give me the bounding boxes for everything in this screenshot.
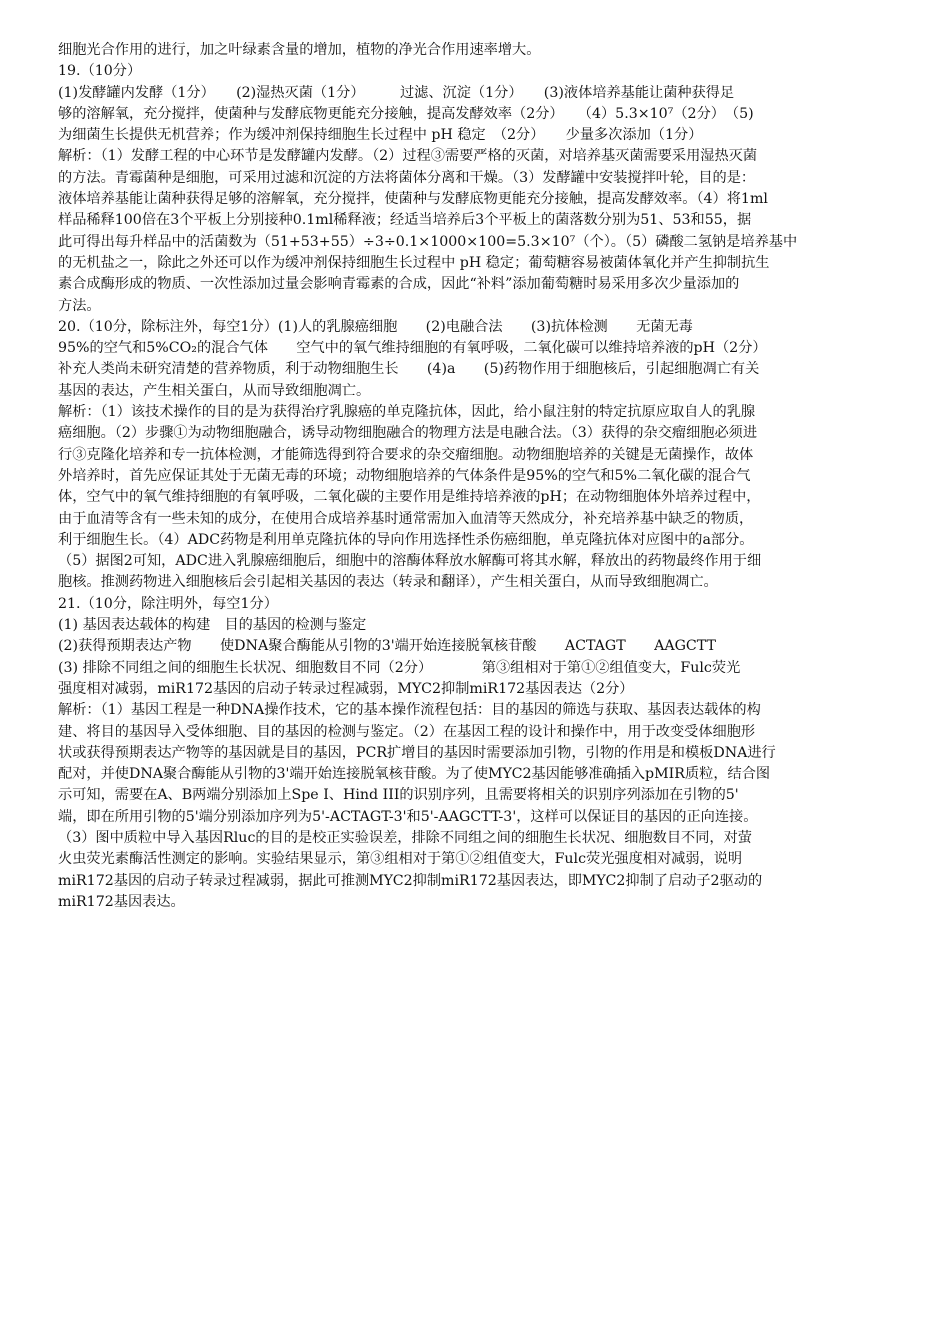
analysis-line: 状或获得预期表达产物等的基因就是目的基因，PCR扩增目的基因时需要添加引物，引物的作用是和模板DNA进行 [58,744,776,761]
analysis-line: 解析：（1）发酵工程的中心环节是发酵罐内发酵。（2）过程③需要严格的灭菌，对培养基灭菌需要采用湿热灭菌 [58,148,758,165]
text-line: (3) 排除不同组之间的细胞生长状况、细胞数目不同（2分） 第③组相对于第①②组值变大，Fulc荧光 [58,659,741,676]
text-line: 补充人类尚未研究清楚的营养物质，利于动物细胞生长 (4)a (5)药物作用于细胞核后，引起细胞凋亡有关 [58,361,760,378]
analysis-line: 解析：（1）该技术操作的目的是为获得治疗乳腺癌的单克隆抗体，因此，给小鼠注射的特定抗原应取自人的乳腺 [58,404,756,421]
analysis-line: （5）据图2可知，ADC进入乳腺癌细胞后，细胞中的溶酶体释放水解酶可将其水解，释放出的药物最终作用于细 [58,553,762,570]
analysis-line: 的无机盐之一，除此之外还可以作为缓冲剂保持细胞生长过程中 pH 稳定；葡萄糖容易被菌体氧化并产生抑制抗生 [58,254,770,271]
analysis-line: 素合成酶形成的物质、一次性添加过量会影响青霉素的合成，因此“补料”添加葡萄糖时易采用多次少量添加的 [58,276,740,293]
analysis-line: 利于细胞生长。（4）ADC药物是利用单克隆抗体的导向作用选择性杀伤癌细胞，单克隆抗体对应图中的a部分。 [58,531,754,548]
analysis-line: 的方法。青霉菌种是细胞，可采用过滤和沉淀的方法将菌体分离和干燥。（3）发酵罐中安装搅拌叶轮，目的是： [58,169,756,186]
analysis-line: 癌细胞。（2）步骤①为动物细胞融合，诱导动物细胞融合的物理方法是电融合法。（3）获得的杂交瘤细胞必须进 [58,425,758,442]
analysis-line: 火虫荧光素酶活性测定的影响。实验结果显示，第③组相对于第①②组值变大，Fulc荧光强度相对减弱，说明 [58,851,743,868]
analysis-line: 外培养时，首先应保证其处于无菌无毒的环境；动物细胞培养的气体条件是95%的空气和5%二氧化碳的混合气 [58,467,751,484]
text-line: (1) 基因表达载体的构建 目的基因的检测与鉴定 [58,617,367,634]
analysis-line: 解析：（1）基因工程是一种DNA操作技术，它的基本操作流程包括：目的基因的筛选与获取、基因表达载体的构 [58,702,761,719]
question-20-heading: 20.（10分，除标注外，每空1分）(1)人的乳腺癌细胞 (2)电融合法 (3)抗体检测 无菌无毒 [58,318,693,335]
analysis-line: 配对，并使DNA聚合酶能从引物的3'端开始连接脱氧核苷酸。为了使MYC2基因能够准确插入pMIR质粒，结合图 [58,766,771,783]
document-body [58,40,884,913]
text-line: 95%的空气和5%CO₂的混合气体 空气中的氧气维持细胞的有氧呼吸，二氧化碳可以维持培养液的pH（2分） [58,340,767,357]
analysis-line: 方法。 [58,297,101,314]
text-line: (2)获得预期表达产物 使DNA聚合酶能从引物的3'端开始连接脱氧核苷酸 ACTAGT AAGCTT [58,638,716,655]
text-line: (1)发酵罐内发酵（1分） (2)湿热灭菌（1分） 过滤、沉淀（1分） (3)液体培养基能让菌种获得足 [58,84,735,101]
analysis-line: 行③克隆化培养和专一抗体检测，才能筛选得到符合要求的杂交瘤细胞。动物细胞培养的关键是无菌操作，故体 [58,446,754,463]
analysis-line: 示可知，需要在A、B两端分别添加上Spe I、Hind III的识别序列，且需要将相关的识别序列添加在引物的5' [58,787,739,804]
analysis-line: 体，空气中的氧气维持细胞的有氧呼吸，二氧化碳的主要作用是维持培养液的pH；在动物细胞体外培养过程中， [58,489,761,506]
analysis-line: 端，即在所用引物的5'端分别添加序列为5'-ACTAGT-3'和5'-AAGCTT-3'，这样可以保证目的基因的正向连接。 [58,808,758,825]
analysis-line: 由于血清等含有一些未知的成分，在使用合成培养基时通常需加入血清等天然成分，补充培养基中缺乏的物质， [58,510,754,527]
question-21-heading: 21.（10分，除注明外，每空1分） [58,595,278,612]
analysis-line: 建、将目的基因导入受体细胞、目的基因的检测与鉴定。（2）在基因工程的设计和操作中，用于改变受体细胞形 [58,723,756,740]
text-line: 基因的表达，产生相关蛋白，从而导致细胞凋亡。 [58,382,371,399]
analysis-line: 胞核。推测药物进入细胞核后会引起相关基因的表达（转录和翻译），产生相关蛋白，从而导致细胞凋亡。 [58,574,718,591]
text-line: 细胞光合作用的进行，加之叶绿素含量的增加，植物的净光合作用速率增大。 [58,42,541,58]
analysis-line: 此可得出每升样品中的活菌数为（51+53+55）÷3÷0.1×1000×100=5.3×10⁷（个）。（5）磷酸二氢钠是培养基中 [58,233,798,250]
analysis-line: miR172基因的启动子转录过程减弱，据此可推测MYC2抑制miR172基因表达，即MYC2抑制了启动子2驱动的 [58,872,763,889]
analysis-line: （3）图中质粒中导入基因Rluc的目的是校正实验误差，排除不同组之间的细胞生长状况、细胞数目不同，对萤 [58,829,752,846]
analysis-line: 液体培养基能让菌种获得足够的溶解氧，充分搅拌，使菌种与发酵底物更能充分接触，提高发酵效率。（4）将1ml [58,191,768,208]
text-line: 强度相对减弱，miR172基因的启动子转录过程减弱，MYC2抑制miR172基因表达（2分） [58,680,634,697]
analysis-line: miR172基因表达。 [58,893,185,910]
text-line: 为细菌生长提供无机营养；作为缓冲剂保持细胞生长过程中 pH 稳定 （2分） 少量多次添加（1分） [58,127,703,144]
question-19-heading: 19.（10分） [58,63,142,80]
text-line: 够的溶解氧，充分搅拌，使菌种与发酵底物更能充分接触，提高发酵效率（2分） （4）5.3×10⁷（2分） （5) [58,105,754,122]
analysis-line: 样品稀释100倍在3个平板上分别接种0.1ml稀释液；经适当培养后3个平板上的菌落数分别为51、53和55，据 [58,212,752,229]
